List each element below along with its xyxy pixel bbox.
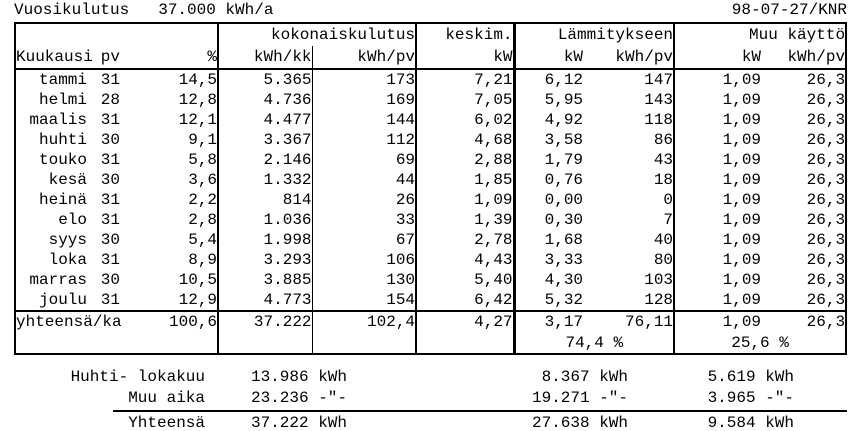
value-cell: 128 xyxy=(644,291,674,309)
month-cell: kesä xyxy=(48,171,87,189)
column-header: kWh/pv xyxy=(312,46,416,69)
value-cell: 169 xyxy=(312,90,416,110)
month-cell: elo xyxy=(58,211,87,229)
annual-consumption-value: 37.000 kWh/a xyxy=(158,1,274,19)
value-cell: 4,43 xyxy=(416,250,514,270)
value-cell: 1,79 xyxy=(514,150,583,170)
sum-rule xyxy=(113,410,847,412)
value-cell: 5,8 xyxy=(188,151,218,169)
value-cell: 1,09 xyxy=(674,250,761,270)
month-cell: tammi xyxy=(38,71,87,89)
value-cell: 2,78 xyxy=(416,230,514,250)
value-cell: 30 xyxy=(100,171,120,189)
value-cell: 2,2 xyxy=(188,191,218,209)
month-cell: joulu xyxy=(38,291,87,309)
value-cell: 144 xyxy=(312,110,416,130)
footer-label: Yhteensä xyxy=(128,414,205,431)
annual-consumption xyxy=(14,1,273,21)
summary-cell: yhteensä/ka xyxy=(16,313,122,331)
value-cell: 2,8 xyxy=(188,211,218,229)
table-row xyxy=(15,170,846,190)
value-cell: 26,3 xyxy=(806,231,846,249)
value-cell: 33 xyxy=(312,210,416,230)
table-row xyxy=(15,190,846,210)
value-cell: 26,3 xyxy=(806,291,846,309)
summary-row xyxy=(15,311,846,333)
column-header: kWh/kk xyxy=(218,46,312,69)
summary-cell: 102,4 xyxy=(312,311,416,333)
value-cell: 7 xyxy=(663,211,674,229)
value-cell: 0,00 xyxy=(514,190,583,210)
column-header: % xyxy=(120,46,218,69)
value-cell: 4,92 xyxy=(514,110,583,130)
month-cell: heinä xyxy=(38,191,87,209)
footer-other: 5.619 kWh xyxy=(707,368,794,386)
value-cell: 9,1 xyxy=(188,131,218,149)
column-header: Kuukausi xyxy=(15,46,87,69)
value-cell: 26,3 xyxy=(806,211,846,229)
value-cell: 147 xyxy=(644,71,674,89)
value-cell: 1,09 xyxy=(674,170,761,190)
value-cell: 31 xyxy=(100,71,120,89)
footer-row xyxy=(14,413,847,431)
value-cell: 814 xyxy=(218,190,312,210)
value-cell: 28 xyxy=(100,91,120,109)
value-cell: 67 xyxy=(312,230,416,250)
value-cell: 12,1 xyxy=(178,111,218,129)
value-cell: 12,8 xyxy=(178,91,218,109)
report-header xyxy=(14,1,847,21)
value-cell: 106 xyxy=(312,250,416,270)
footer-total: 23.236 -"- xyxy=(250,389,347,407)
footer-row xyxy=(14,388,847,409)
table-row xyxy=(15,150,846,170)
value-cell: 31 xyxy=(100,251,120,269)
value-cell: 26,3 xyxy=(806,91,846,109)
value-cell: 1,09 xyxy=(674,270,761,290)
value-cell: 0 xyxy=(663,191,674,209)
value-cell: 143 xyxy=(644,91,674,109)
value-cell: 4,68 xyxy=(416,130,514,150)
value-cell: 173 xyxy=(312,69,416,90)
value-cell: 4.477 xyxy=(218,110,312,130)
month-cell: huhti xyxy=(38,131,87,149)
column-header: kW xyxy=(674,46,761,69)
value-cell: 8,9 xyxy=(188,251,218,269)
value-cell: 1,09 xyxy=(674,69,761,90)
value-cell: 5,40 xyxy=(416,270,514,290)
summary-cell: 4,27 xyxy=(416,311,514,333)
summary-cell: 76,11 xyxy=(583,311,674,333)
value-cell: 3.367 xyxy=(218,130,312,150)
value-cell: 1,09 xyxy=(674,130,761,150)
value-cell: 26,3 xyxy=(806,131,846,149)
value-cell: 80 xyxy=(653,251,674,269)
footer-summary xyxy=(14,367,847,431)
summary-cell: 100,6 xyxy=(120,311,218,333)
month-cell: maalis xyxy=(29,111,87,129)
value-cell: 5,95 xyxy=(514,90,583,110)
value-cell: 1.036 xyxy=(218,210,312,230)
footer-other: 3.965 -"- xyxy=(707,389,794,407)
value-cell: 5.365 xyxy=(218,69,312,90)
value-cell: 4.736 xyxy=(218,90,312,110)
value-cell: 26,3 xyxy=(806,171,846,189)
footer-heating: 27.638 kWh xyxy=(531,414,628,431)
value-cell: 3,6 xyxy=(188,171,218,189)
value-cell: 1,09 xyxy=(674,230,761,250)
value-cell: 26,3 xyxy=(806,151,846,169)
value-cell: 26,3 xyxy=(806,271,846,289)
value-cell: 7,21 xyxy=(416,69,514,90)
value-cell: 86 xyxy=(653,131,674,149)
value-cell: 0,76 xyxy=(514,170,583,190)
value-cell: 2,88 xyxy=(416,150,514,170)
footer-total: 13.986 kWh xyxy=(250,368,347,386)
value-cell: 103 xyxy=(644,271,674,289)
report-title: Vuosikulutus xyxy=(14,1,130,19)
column-header: kWh/pv xyxy=(761,46,846,69)
value-cell: 30 xyxy=(100,131,120,149)
footer-other: 9.584 kWh xyxy=(707,414,794,431)
value-cell: 31 xyxy=(100,211,120,229)
heating-share: 74,4 % xyxy=(514,333,674,354)
share-empty-cell xyxy=(218,333,312,354)
summary-cell: 1,09 xyxy=(674,311,761,333)
value-cell: 1,85 xyxy=(416,170,514,190)
group-header-average: keskim. xyxy=(416,23,514,46)
footer-row xyxy=(14,367,847,388)
value-cell: 1,09 xyxy=(674,190,761,210)
value-cell: 3,58 xyxy=(514,130,583,150)
value-cell: 26,3 xyxy=(806,251,846,269)
value-cell: 14,5 xyxy=(178,71,218,89)
footer-total: 37.222 kWh xyxy=(250,414,347,431)
value-cell: 26,3 xyxy=(806,111,846,129)
footer-label: Huhti- lokakuu xyxy=(70,368,205,386)
share-row xyxy=(15,333,846,354)
value-cell: 40 xyxy=(653,231,674,249)
value-cell: 112 xyxy=(312,130,416,150)
value-cell: 10,5 xyxy=(178,271,218,289)
month-cell: loka xyxy=(48,251,87,269)
column-header: kWh/pv xyxy=(583,46,674,69)
value-cell: 69 xyxy=(312,150,416,170)
month-cell: syys xyxy=(48,231,87,249)
summary-cell: 26,3 xyxy=(761,311,846,333)
value-cell: 26 xyxy=(312,190,416,210)
consumption-table xyxy=(14,22,847,355)
value-cell: 130 xyxy=(312,270,416,290)
value-cell: 6,12 xyxy=(514,69,583,90)
value-cell: 5,32 xyxy=(514,290,583,311)
table-row xyxy=(15,250,846,270)
value-cell: 31 xyxy=(100,111,120,129)
group-header-heating: Lämmitykseen xyxy=(514,23,674,46)
value-cell: 1,09 xyxy=(674,90,761,110)
value-cell: 18 xyxy=(653,171,674,189)
footer-label: Muu aika xyxy=(128,389,205,407)
group-header-row xyxy=(15,23,846,46)
summary-cell: 3,17 xyxy=(514,311,583,333)
value-cell: 1,09 xyxy=(674,110,761,130)
share-empty-cell xyxy=(416,333,514,354)
value-cell: 12,9 xyxy=(178,291,218,309)
value-cell: 1,09 xyxy=(416,190,514,210)
share-empty-cell xyxy=(15,333,218,354)
value-cell: 4,30 xyxy=(514,270,583,290)
value-cell: 31 xyxy=(100,151,120,169)
table-row xyxy=(15,290,846,311)
value-cell: 118 xyxy=(644,111,674,129)
summary-cell: 37.222 xyxy=(218,311,312,333)
column-header-row xyxy=(15,46,846,69)
value-cell: 6,02 xyxy=(416,110,514,130)
group-header-other-use: Muu käyttö xyxy=(674,23,846,46)
value-cell: 2.146 xyxy=(218,150,312,170)
table-row xyxy=(15,210,846,230)
other-share: 25,6 % xyxy=(674,333,846,354)
month-cell: marras xyxy=(29,271,87,289)
value-cell: 7,05 xyxy=(416,90,514,110)
value-cell: 31 xyxy=(100,291,120,309)
value-cell: 31 xyxy=(100,191,120,209)
table-row xyxy=(15,69,846,90)
share-empty-cell xyxy=(312,333,416,354)
table-row xyxy=(15,110,846,130)
value-cell: 1.998 xyxy=(218,230,312,250)
value-cell: 3.293 xyxy=(218,250,312,270)
value-cell: 30 xyxy=(100,231,120,249)
value-cell: 1,09 xyxy=(674,150,761,170)
value-cell: 3,33 xyxy=(514,250,583,270)
group-header-total: kokonaiskulutus xyxy=(218,23,416,46)
value-cell: 5,4 xyxy=(188,231,218,249)
table-row xyxy=(15,270,846,290)
value-cell: 1.332 xyxy=(218,170,312,190)
column-header: kW xyxy=(416,46,514,69)
value-cell: 30 xyxy=(100,271,120,289)
group-header-empty xyxy=(15,23,218,46)
table-row xyxy=(15,90,846,110)
table-row xyxy=(15,230,846,250)
value-cell: 3.885 xyxy=(218,270,312,290)
value-cell: 4.773 xyxy=(218,290,312,311)
footer-heating: 19.271 -"- xyxy=(531,389,628,407)
month-cell: touko xyxy=(38,151,87,169)
month-cell: helmi xyxy=(38,91,87,109)
value-cell: 1,09 xyxy=(674,290,761,311)
footer-heating: 8.367 kWh xyxy=(541,368,628,386)
value-cell: 6,42 xyxy=(416,290,514,311)
value-cell: 1,68 xyxy=(514,230,583,250)
value-cell: 0,30 xyxy=(514,210,583,230)
column-header: pv xyxy=(87,46,120,69)
column-header: kW xyxy=(514,46,583,69)
value-cell: 26,3 xyxy=(806,191,846,209)
table-row xyxy=(15,130,846,150)
value-cell: 26,3 xyxy=(806,71,846,89)
value-cell: 1,39 xyxy=(416,210,514,230)
value-cell: 44 xyxy=(312,170,416,190)
value-cell: 1,09 xyxy=(674,210,761,230)
value-cell: 43 xyxy=(653,151,674,169)
date-reference: 98-07-27/KNR xyxy=(731,1,847,19)
value-cell: 154 xyxy=(312,290,416,311)
